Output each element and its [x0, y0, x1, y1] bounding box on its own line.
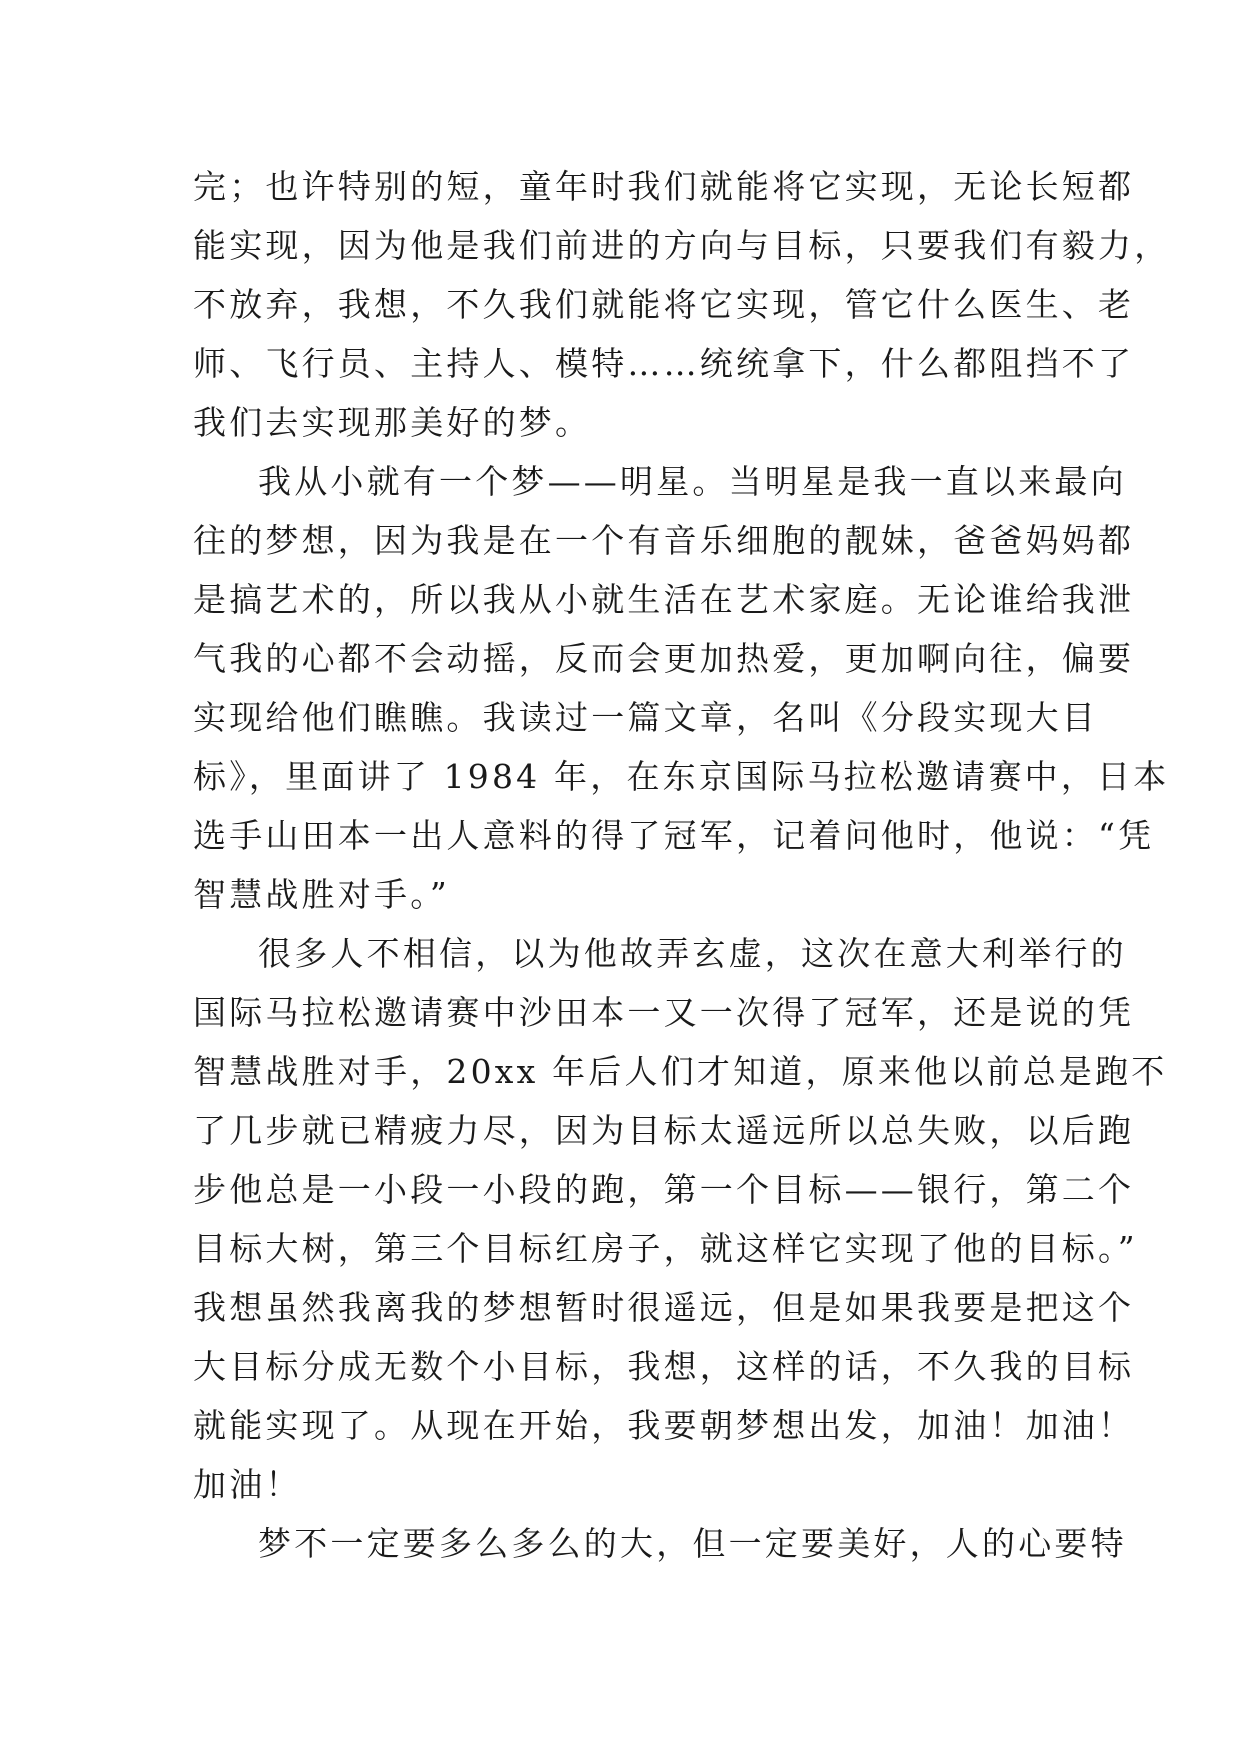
text-line: 往的梦想，因为我是在一个有音乐细胞的靓妹，爸爸妈妈都 — [193, 521, 1135, 560]
text-line: 梦不一定要多么多么的大，但一定要美好，人的心要特 — [258, 1524, 1127, 1563]
text-line: 选手山田本一出人意料的得了冠军，记着问他时，他说：“凭 — [193, 816, 1155, 855]
text-line: 气我的心都不会动摇，反而会更加热爱，更加啊向往，偏要 — [193, 639, 1135, 678]
text-line: 实现给他们瞧瞧。我读过一篇文章，名叫《分段实现大目 — [193, 698, 1098, 737]
text-line: 很多人不相信，以为他故弄玄虚，这次在意大利举行的 — [258, 934, 1127, 973]
text-line: 大目标分成无数个小目标，我想，这样的话，不久我的目标 — [193, 1347, 1135, 1386]
text-line: 完；也许特别的短，童年时我们就能将它实现，无论长短都 — [193, 167, 1135, 206]
text-line: 目标大树，第三个目标红房子，就这样它实现了他的目标。” — [193, 1229, 1138, 1268]
text-line: 加油！ — [193, 1465, 302, 1504]
text-line: 我们去实现那美好的梦。 — [193, 403, 592, 442]
text-line: 国际马拉松邀请赛中沙田本一又一次得了冠军，还是说的凭 — [193, 993, 1135, 1032]
text-line: 智慧战胜对手。” — [193, 875, 450, 914]
text-line: 标》，里面讲了 1984 年，在东京国际马拉松邀请赛中，日本 — [193, 757, 1170, 796]
text-line: 智慧战胜对手，20xx 年后人们才知道，原来他以前总是跑不 — [193, 1052, 1168, 1091]
text-line: 师、飞行员、主持人、模特……统统拿下，什么都阻挡不了 — [193, 344, 1135, 383]
text-line: 了几步就已精疲力尽，因为目标太遥远所以总失败，以后跑 — [193, 1111, 1135, 1150]
text-line: 我想虽然我离我的梦想暂时很遥远，但是如果我要是把这个 — [193, 1288, 1135, 1327]
text-line: 就能实现了。从现在开始，我要朝梦想出发，加油！加油！ — [193, 1406, 1135, 1445]
text-line: 能实现，因为他是我们前进的方向与目标，只要我们有毅力， — [193, 226, 1171, 265]
text-line: 我从小就有一个梦——明星。当明星是我一直以来最向 — [258, 462, 1127, 501]
text-line: 不放弃，我想，不久我们就能将它实现，管它什么医生、老 — [193, 285, 1135, 324]
text-line: 是搞艺术的，所以我从小就生活在艺术家庭。无论谁给我泄 — [193, 580, 1135, 619]
text-line: 步他总是一小段一小段的跑，第一个目标——银行，第二个 — [193, 1170, 1135, 1209]
